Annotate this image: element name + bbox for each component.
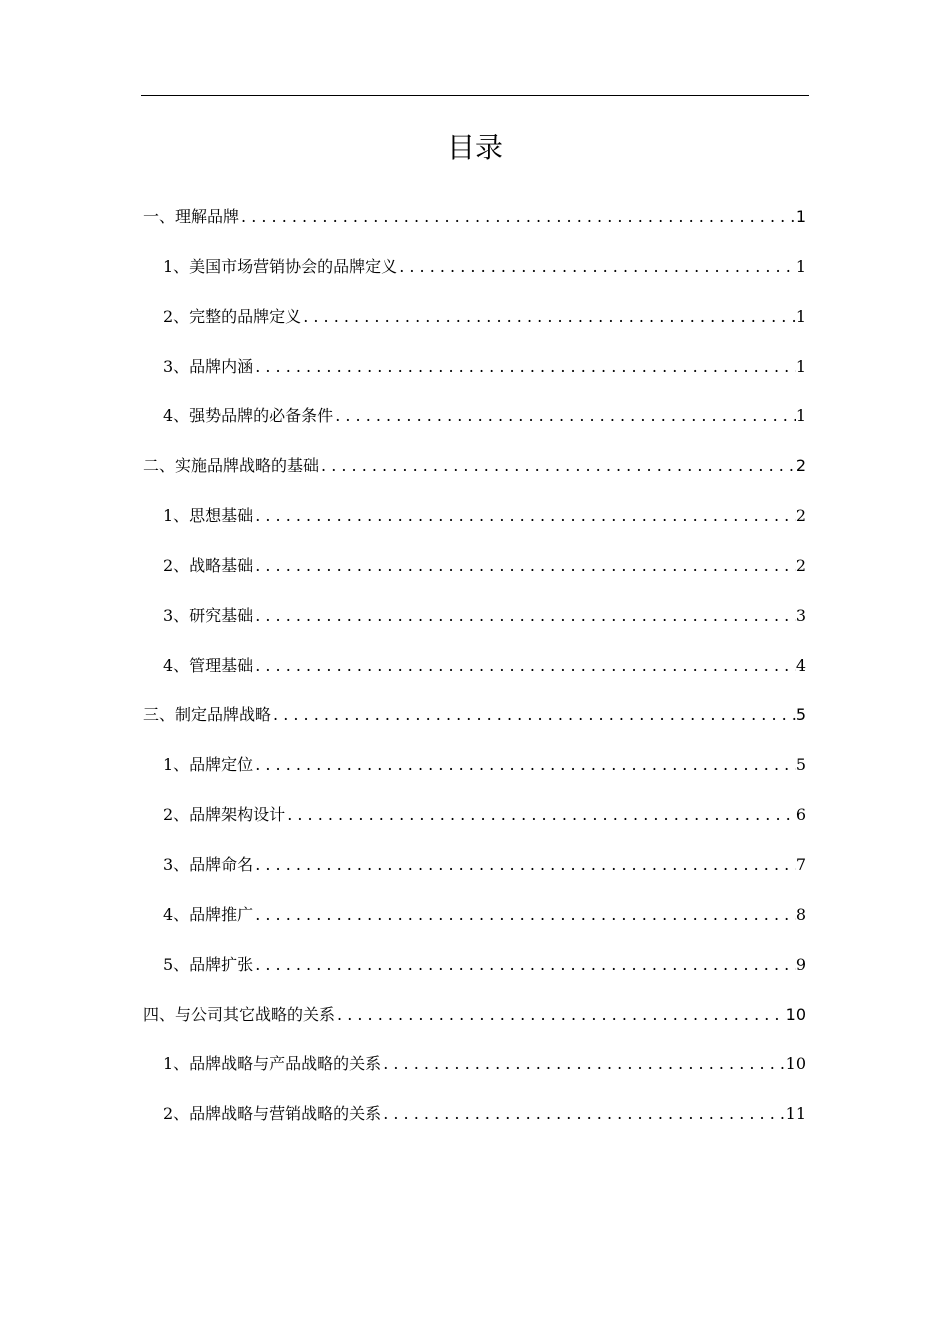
toc-entry-subsection[interactable] (143, 797, 806, 847)
toc-dot-leader (253, 548, 796, 584)
toc-dot-leader (253, 897, 796, 933)
toc-entry-text: 2、战略基础 (163, 555, 254, 575)
toc-entry-subsection[interactable] (143, 847, 806, 897)
toc-dot-leader (285, 797, 796, 833)
toc-page-number: 3 (795, 605, 806, 625)
toc-dot-leader (253, 747, 796, 783)
toc-entry-text: 4、品牌推广 (163, 904, 254, 924)
toc-entry-subsection[interactable] (143, 1096, 806, 1146)
toc-entry-text: 1、思想基础 (163, 506, 254, 526)
toc-entry-text: 三、制定品牌战略 (143, 705, 272, 725)
toc-page-number: 2 (795, 506, 806, 526)
toc-page-number: 5 (795, 705, 806, 725)
toc-entry-text: 3、品牌内涵 (163, 356, 254, 376)
toc-dot-leader (381, 1046, 785, 1082)
toc-page-number: 6 (795, 805, 806, 825)
toc-page-number: 10 (785, 1054, 806, 1074)
toc-entry-subsection[interactable] (143, 498, 806, 548)
toc-page-number: 4 (795, 655, 806, 675)
toc-page-number: 1 (795, 306, 806, 326)
toc-entry-subsection[interactable] (143, 1046, 806, 1096)
toc-entry-subsection[interactable] (143, 897, 806, 947)
toc-entry-subsection[interactable] (143, 947, 806, 997)
table-of-contents (143, 199, 806, 1146)
toc-entry-section[interactable] (143, 997, 806, 1047)
toc-page-number: 10 (785, 1004, 806, 1024)
toc-entry-text: 3、品牌命名 (163, 854, 254, 874)
toc-entry-text: 四、与公司其它战略的关系 (143, 1004, 336, 1024)
toc-dot-leader (381, 1096, 785, 1132)
toc-page-number: 11 (785, 1104, 806, 1124)
toc-dot-leader (253, 498, 796, 534)
toc-page-number: 1 (795, 406, 806, 426)
toc-dot-leader (253, 349, 796, 385)
toc-page-number: 9 (795, 954, 806, 974)
toc-dot-leader (239, 199, 796, 235)
toc-entry-text: 4、管理基础 (163, 655, 254, 675)
toc-title: 目录 (446, 131, 503, 164)
toc-entry-text: 1、品牌定位 (163, 755, 254, 775)
toc-entry-subsection[interactable] (143, 249, 806, 299)
toc-dot-leader (253, 598, 796, 634)
toc-entry-text: 二、实施品牌战略的基础 (143, 456, 320, 476)
toc-entry-text: 2、完整的品牌定义 (163, 306, 302, 326)
toc-entry-text: 一、理解品牌 (143, 207, 240, 226)
header-rule (141, 95, 809, 96)
toc-entry-section[interactable] (143, 199, 806, 249)
toc-entry-section[interactable] (143, 697, 806, 747)
toc-page-number: 2 (795, 555, 806, 575)
toc-dot-leader (335, 997, 786, 1033)
toc-entry-section[interactable] (143, 448, 806, 498)
toc-dot-leader (271, 697, 796, 733)
toc-dot-leader (397, 249, 796, 285)
toc-dot-leader (253, 847, 796, 883)
toc-entry-subsection[interactable] (143, 648, 806, 698)
toc-entry-text: 1、美国市场营销协会的品牌定义 (163, 256, 398, 276)
toc-entry-text: 1、品牌战略与产品战略的关系 (163, 1054, 382, 1074)
toc-page-number: 2 (795, 456, 806, 476)
toc-page-number: 5 (795, 755, 806, 775)
toc-dot-leader (319, 448, 796, 484)
toc-entry-text: 2、品牌战略与营销战略的关系 (163, 1104, 382, 1124)
toc-dot-leader (333, 398, 796, 434)
toc-entry-text: 4、强势品牌的必备条件 (163, 406, 334, 426)
toc-entry-text: 2、品牌架构设计 (163, 805, 286, 825)
toc-page-number: 1 (795, 207, 806, 226)
toc-dot-leader (301, 299, 796, 335)
toc-entry-subsection[interactable] (143, 548, 806, 598)
toc-entry-text: 3、研究基础 (163, 605, 254, 625)
toc-entry-text: 5、品牌扩张 (163, 954, 254, 974)
toc-page-number: 8 (795, 904, 806, 924)
toc-entry-subsection[interactable] (143, 299, 806, 349)
toc-dot-leader (253, 648, 796, 684)
toc-entry-subsection[interactable] (143, 349, 806, 399)
toc-entry-subsection[interactable] (143, 747, 806, 797)
toc-page-number: 1 (795, 356, 806, 376)
toc-entry-subsection[interactable] (143, 598, 806, 648)
toc-entry-subsection[interactable] (143, 398, 806, 448)
toc-page-number: 7 (795, 854, 806, 874)
toc-page-number: 1 (795, 256, 806, 276)
toc-dot-leader (253, 947, 796, 983)
